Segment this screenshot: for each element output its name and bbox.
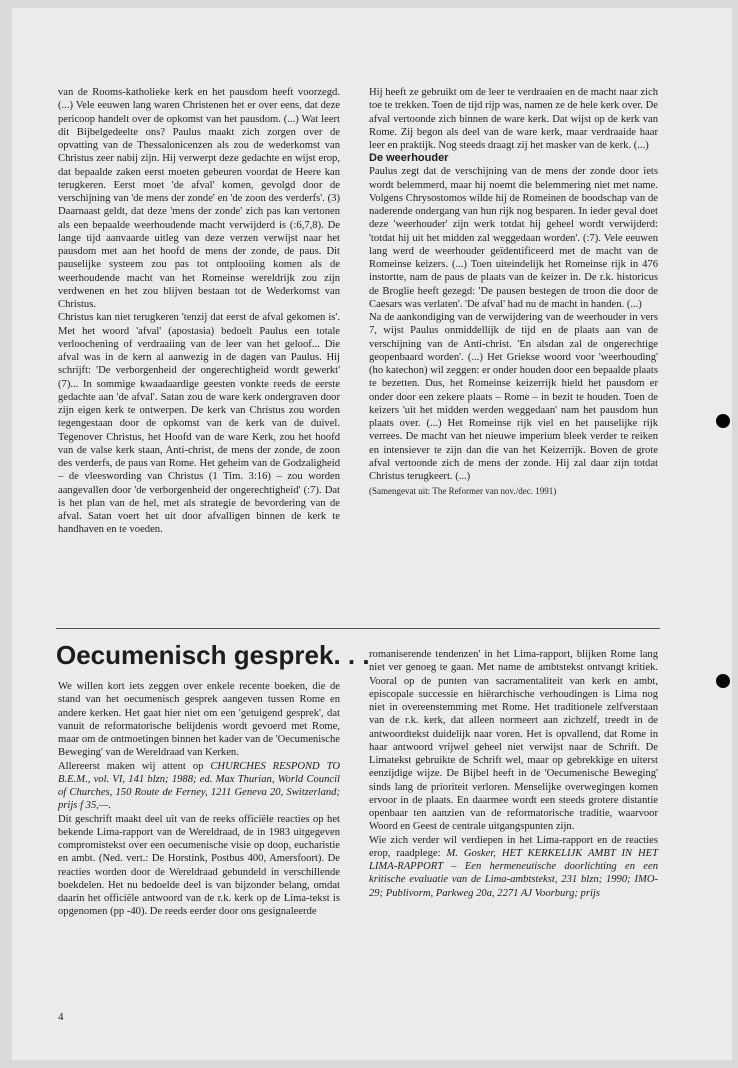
body-paragraph: Na de aankondiging van de verwijdering van de weerhouder in vers 7, wijst Paulus onmiddellijk de tijd en de plaats aan van de verschijning van de Anti-christ. 'En alsdan zal de ongerechtige geopenbaard worden'. (...) Het Griekse woord voor 'weerhouding' (ho katechon) wil zeggen: er onder houden door een bepaalde plaats te bezetten. Dus, het Romeinse keizerrijk hield het pausdom er onder door een zekere plaats – Rome – in bezit te houden. Toen de keizers 'uit het midden werden weggedaan' nam het pausdom hun plaats over. (...) Het Romeinse rijk viel en het pauselijke rijk verrees. De macht van het nieuwe imperium bleek verder te reiken en intensiever te zijn dan die van het Keizerrijk. Boven de grote afval vertoonde zich de mens der zonde. Hij zal daar zijn totdat Christus terugkeert. (...) [369, 312, 658, 482]
punch-hole [716, 674, 730, 688]
body-paragraph: Paulus zegt dat de verschijning van de mens der zonde door iets wordt belemmerd, maar hij noemt die belemmering niet met name. Volgens Chrysostomos wilde hij de Romeinen de boodschap van de naderende ondergang van hun rijk nog besparen. In ieder geval doet deze 'weerhouder' zijn werk totdat hij geheel wordt verwijderd: 'totdat hij uit het midden zal weggedaan worden'. (:7). Vele eeuwen lang werd de weerhouder geïdentificeerd met de macht van de Romeinse keizers. (...) Toen uiteindelijk het Romeinse rijk in 476 instortte, nam de paus de plaats van de keizer in. De r.k. historicus de Broglie heeft gezegd: 'De pausen bestegen de troon die door de Caesars was verlaten'. 'De afval' had nu de macht in handen. (...) [369, 166, 658, 310]
body-paragraph: romaniserende tendenzen' in het Lima-rapport, blijken Rome lang niet ver genoeg te gaan. Met name de ambtstekst ontvangt kritiek. Vooral op de punten van sacramentaliteit van kerk en ambt, episcopale successie en hiërarchische verhoudingen is Lima nog niet in overeenstemming met Rome. Het traditionele zelfverstaan van de r.k. kerk, dat alleen normeert aan zichzelf, treedt in de antwoordtekst duidelijk naar voren. Het is opvallend, dat Rome in haar antwoord vrijwel geheel niet verwijst naar de Schrift. De Limatekst gebruikte de Schrift wel, maar op gebrekkige en uiterst eenzijdige wijze. De Bijbel heeft in de 'Oecumenische Beweging' sinds lang de prioriteit verloren. Menselijke overwegingen komen ervoor in de plaats. En daarmee wordt een steeds grotere distantie openbaar ten aanzien van de reformatorische traditie, waarvoor Woord en Geest de centrale uitgangspunten zijn. [369, 649, 658, 833]
top-left-column [58, 86, 340, 537]
top-right-column [369, 86, 658, 497]
source-note: (Samengevat uit: The Reformer van nov./dec. 1991) [369, 486, 557, 497]
body-paragraph: Dit geschrift maakt deel uit van de reeks officiële reacties op het bekende Lima-rapport van de Wereldraad, de in 1983 uitgegeven compromistekst over een oecumenische visie op doop, eucharistie en ambt. (Ned. vert.: De Horstink, Postbus 400, Amersfoort). De reacties worden door de Wereldraad gebundeld in verschillende boekdelen. Het nu bedoelde deel is van bijzonder belang, omdat daarin het officiële antwoord van de r.k. kerk op de Lima-tekst is opgenomen (pp -40). De reeds eerder door ons gesignaleerde [58, 813, 340, 918]
citation-lead: Allereerst maken wij attent op [58, 760, 211, 772]
citation-paragraph [58, 760, 340, 813]
body-paragraph: Hij heeft ze gebruikt om de leer te verdraaien en de macht naar zich toe te trekken. Toen de tijd rijp was, namen ze de hele kerk over. De afval vertoonde zich binnen de ware kerk. Dat wijst op de kerk van Rome. Zij begon als deel van de ware kerk, maar verdraaide haar leer en praktijk. Nog steeds draagt zij het masker van de kerk. (...) [369, 87, 658, 151]
body-paragraph: van de Rooms-katholieke kerk en het pausdom heeft voorzegd. (...) Vele eeuwen lang waren Christenen het er over eens, dat deze pericoop handelt over de opkomst van het pausdom. (...) Wat leert dit Bijbelgedeelte ons? Paulus maakt zich zorgen over de opvatting van de Thessalonicenzen als zou de wederkomst van Christus zeer nabij zijn. Hij verwerpt deze gedachte en wijst erop, dat bepaalde zaken eerst moeten gebeuren voordat de Heere kan terugkeren. Eerst moet 'de afval' komen, gevolgd door de verschijning van 'de mens der zonde' en 'de zoon des verderfs'. (3) Daarnaast geldt, dat deze 'mens der zonde' zich pas kan vertonen als een bepaalde weerhoudende macht verwijderd is (:6,7,8). De lange tijd aanvaarde uitleg van deze verzen verwijst naar het pausdom met aan het hoofd de mens der zonde, de paus. Dit pauselijke systeem zou pas tot ontplooiing komen als de weerhoudende macht van het Romeinse wereldrijk zou zijn verdwenen en het zou blijven bestaan tot de Wederkomst van Christus. [58, 87, 340, 310]
body-paragraph: We willen kort iets zeggen over enkele recente boeken, die de stand van het oecumenisch gesprek aangeven tussen Rome en andere kerken. Het gaat hier niet om een 'getuigend gesprek', dat vanuit de reformatorische belijdenis wordt gevoerd met Rome, maar om de ontmoetingen binnen het kader van de 'Oecumenische Beweging' van de Wereldraad van Kerken. [58, 681, 340, 759]
article-left-column [58, 680, 340, 919]
magazine-page [12, 8, 732, 1060]
book-citation: CHURCHES RESPOND TO B.E.M., vol. VI, 141 blzn; 1988; ed. Max Thurian, World Council of Churches, 150 Route de Ferney, 1211 Geneva 20, Switzerland; prijs f 35,—. [58, 760, 340, 812]
punch-hole [716, 414, 730, 428]
article-title: Oecumenisch gesprek. . . [56, 640, 370, 670]
body-paragraph: Christus kan niet terugkeren 'tenzij dat eerst de afval gekomen is'. Met het woord 'afval' (apostasia) bedoelt Paulus een totale verloochening of verdraaiing van de leer van het geloof... Die afval was in de kern al aanwezig in de dagen van Paulus. Hij schrijft: 'De verborgenheid der ongerechtigheid wordt gewerkt' (7)... In sommige kwaadaardige geesten vonkte reeds de eerste gedachte aan 'de afval'. Satan zou de ware kerk ondergraven door zijn eigen kerk te ontwerpen. De kerk van Christus zou worden tegengestaan door de opkomst van de kerk van de duivel. Tegenover Christus, het Hoofd van de ware Kerk, zou het hoofd van de valse kerk staan, Anti-christ, de mens der zonde, de zoon des verderfs, de paus van Rome. Het geheim van de Godzaligheid – de vleeswording van Christus (1 Tim. 3:16) – zou worden aangevallen door 'de verborgenheid der ongerechtigheid' (:7). Dat is het plan van de hel, met als strategie de bevordering van de afval. Satan voert het uit door afvalligen binnen de kerk te handhaven en te voeden. [58, 312, 340, 536]
citation-lead: Wie zich verder wil verdiepen in het Lima-rapport en de reacties erop, raadplege: [369, 834, 658, 859]
section-divider [56, 628, 660, 629]
article-right-column [369, 648, 658, 900]
citation-paragraph [369, 834, 658, 900]
section-subheading: De weerhouder [369, 152, 449, 165]
book-citation: M. Gosker, HET KERKELIJK AMBT IN HET LIMA-RAPPORT – Een hermeneutische doorlichting en een kritische evaluatie van de Lima-ambtstekst, 231 blzn; 1990; IMO-29; Publivorm, Parkweg 20a, 2271 AJ Voorburg; prijs [369, 847, 658, 899]
page-number: 4 [58, 1011, 64, 1023]
